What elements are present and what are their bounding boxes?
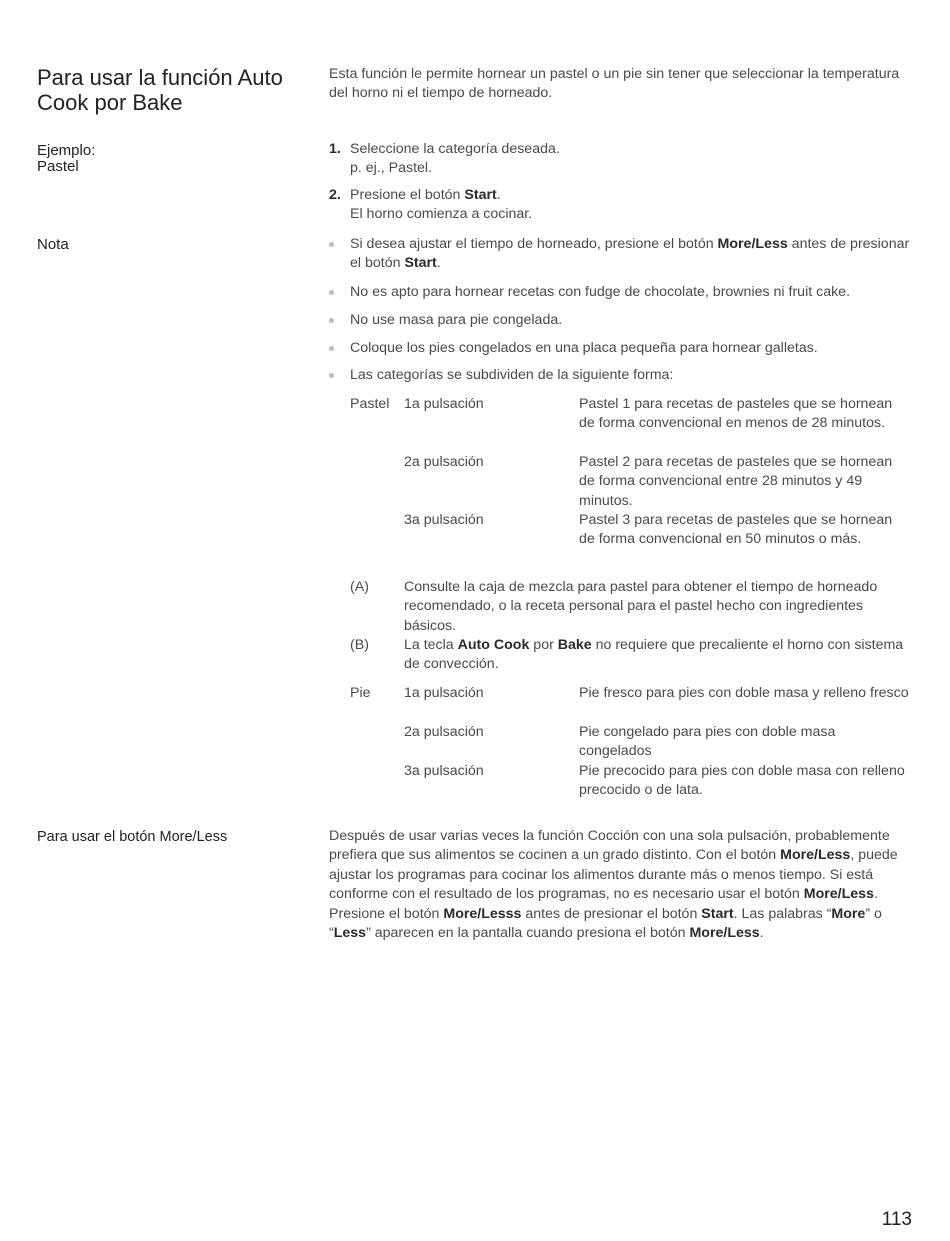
press-label: 3a pulsación: [404, 763, 484, 779]
bullet-icon: [329, 290, 334, 295]
step-1: [329, 140, 919, 179]
start-keyword: Start: [464, 187, 497, 203]
press-description: Pie precocido para pies con doble masa con relleno precocido o de lata.: [579, 763, 905, 799]
intro-paragraph: Esta función le permite hornear un pastel o un pie sin tener que seleccionar la temperatura del horno ni el tiempo de horneado.: [329, 66, 900, 102]
example-label: Ejemplo:: [37, 142, 96, 159]
step-number: 1.: [329, 141, 341, 157]
step-sub: p. ej., Pastel.: [350, 160, 433, 177]
note-item: Si desea ajustar el tiempo de horneado, presione el botón More/Less antes de presionar el botón Start.: [329, 235, 919, 274]
category-cake: Pastel: [350, 396, 390, 412]
note-item: Coloque los pies congelados en una placa pequeña para hornear galletas.: [329, 339, 919, 358]
press-description: Pie congelado para pies con doble masa congelados: [579, 724, 836, 760]
press-label: 1a pulsación: [404, 685, 484, 701]
category-pie: Pie: [350, 685, 371, 701]
press-label: 2a pulsación: [404, 724, 484, 740]
press-description: Pastel 2 para recetas de pasteles que se hornean de forma convencional entre 28 minutos y 49 minutos.: [579, 454, 893, 509]
footnote-text: La tecla Auto Cook por Bake no requiere que precaliente el horno con sistema de convección.: [404, 637, 904, 673]
step-number: 2.: [329, 187, 341, 203]
press-description: Pastel 3 para recetas de pasteles que se hornean de forma convencional en 50 minutos o más.: [579, 512, 893, 548]
example-value: Pastel: [37, 158, 79, 175]
note-item: Las categorías se subdividen de la siguiente forma:: [329, 366, 919, 385]
step-sub: El horno comienza a cocinar.: [350, 206, 533, 223]
step-2: 2. Presione el botón Start. El horno comienza a cocinar.: [329, 187, 533, 223]
bullet-icon: [329, 346, 334, 351]
bullet-icon: [329, 373, 334, 378]
note-item: No use masa para pie congelada.: [329, 311, 919, 330]
step-text: Seleccione la categoría deseada.: [350, 141, 560, 157]
footnote-text: Consulte la caja de mezcla para pastel para obtener el tiempo de horneado recomendado, o la receta personal para el pastel hecho con ingredientes básicos.: [404, 579, 878, 634]
bullet-icon: [329, 318, 334, 323]
moreless-label: Para usar el botón More/Less: [37, 829, 228, 845]
press-label: 1a pulsación: [404, 396, 484, 412]
bullet-icon: [329, 242, 334, 247]
page-title: Para usar la función Auto Cook por Bake: [37, 65, 283, 115]
press-label: 3a pulsación: [404, 512, 484, 528]
press-description: Pie fresco para pies con doble masa y relleno fresco: [579, 685, 909, 701]
page-number: 113: [881, 1209, 912, 1230]
note-item: No es apto para hornear recetas con fudge de chocolate, brownies ni fruit cake.: [329, 283, 919, 302]
press-description: Pastel 1 para recetas de pasteles que se hornean de forma convencional en menos de 28 minutos.: [579, 396, 893, 432]
footnote-mark: (A): [350, 579, 369, 595]
footnote-mark: (B): [350, 637, 369, 653]
moreless-paragraph: Después de usar varias veces la función Cocción con una sola pulsación, probablemente prefiera que sus alimentos se cocinen a un grado distinto. Con el botón More/Less, puede ajustar los programas para cocinar los alimentos durante más o menos tiempo. Si está conforme con el resultado de los programas, no es necesario usar el botón More/Less. Presione el botón More/Lesss antes de presionar el botón Start. Las palabras “More” o “Less” aparecen en la pantalla cuando presiona el botón More/Less.: [329, 828, 898, 942]
note-label: Nota: [37, 236, 69, 253]
press-label: 2a pulsación: [404, 454, 484, 470]
